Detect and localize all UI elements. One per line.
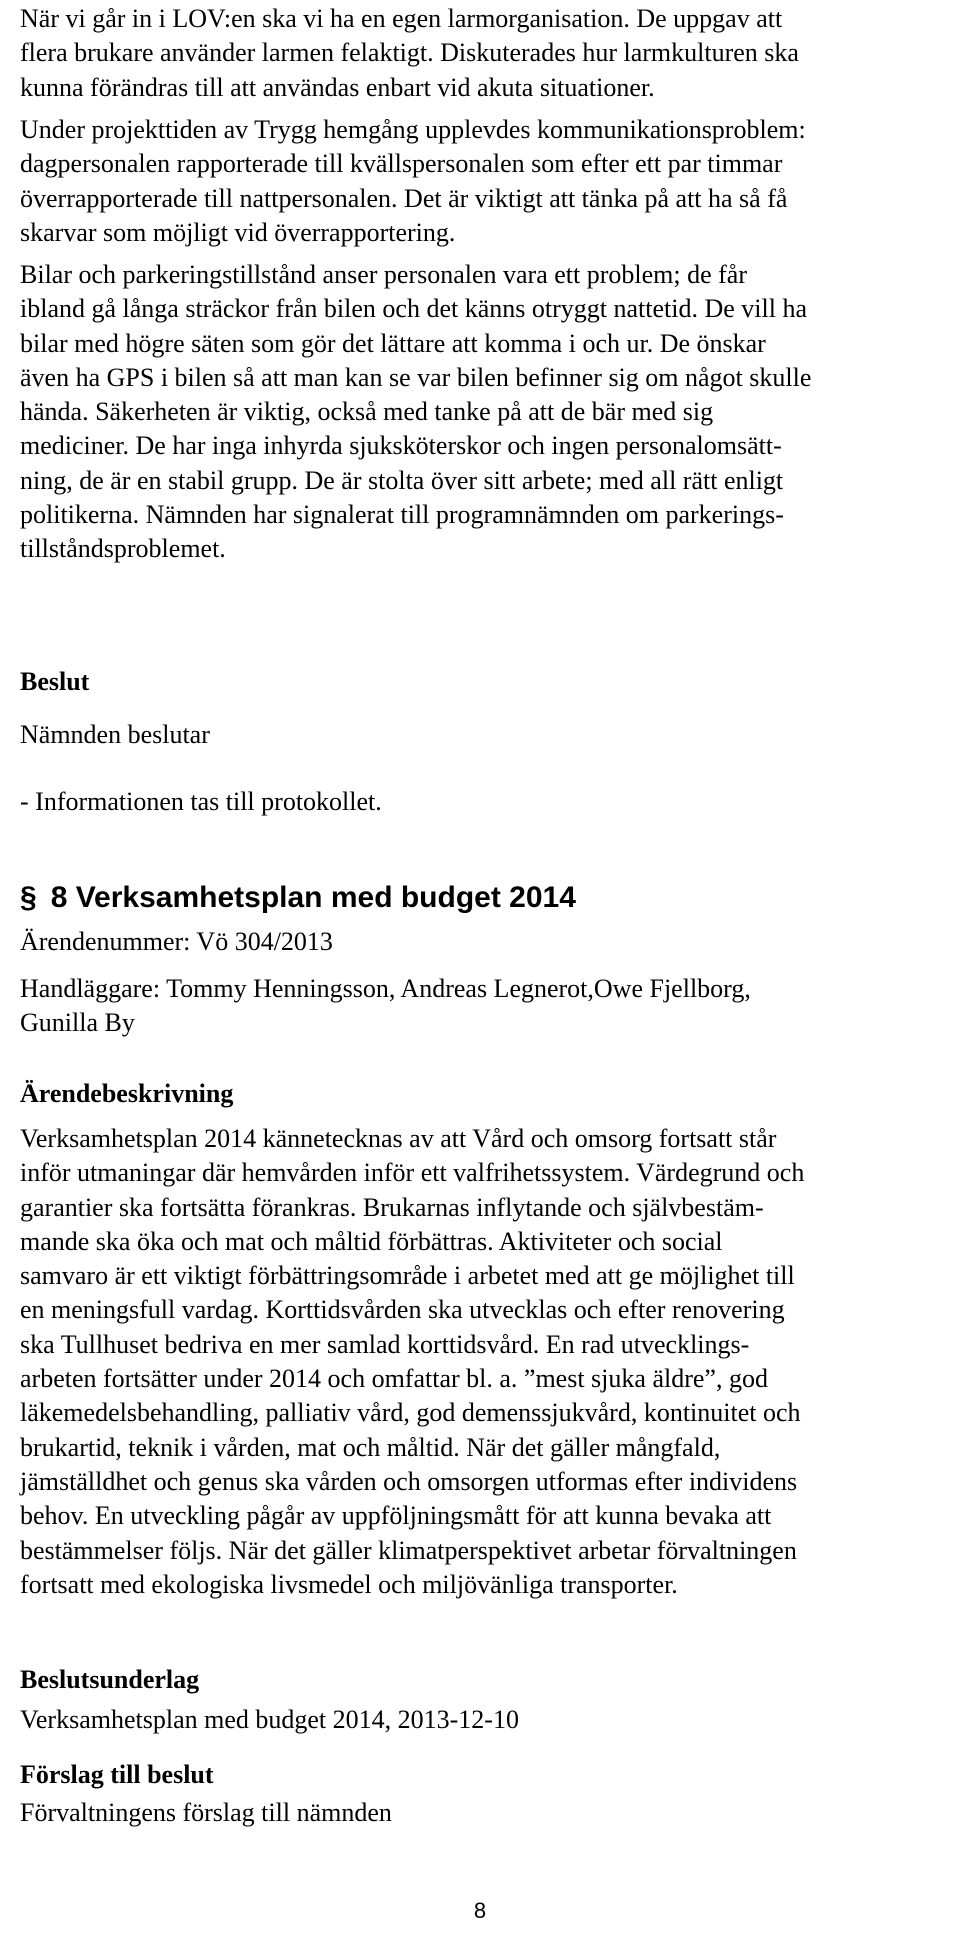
text-line: politikerna. Nämnden har signalerat till programnämnden om parkerings- bbox=[20, 500, 784, 530]
text-line: överrapporterade till nattpersonalen. Det är viktigt att tänka på att ha så få bbox=[20, 183, 788, 213]
text-line: bestämmelser följs. När det gäller klimatperspektivet arbetar förvaltningen bbox=[20, 1535, 797, 1565]
text-line: Ärendenummer: Vö 304/2013 bbox=[20, 927, 333, 956]
text-line: jämställdhet och genus ska vården och omsorgen utformas efter individens bbox=[20, 1466, 798, 1496]
text-line: ibland gå långa sträckor från bilen och det känns otryggt nattetid. De vill ha bbox=[20, 294, 807, 324]
text-line: mediciner. De har inga inhyrda sjuksköterskor och ingen personalomsätt- bbox=[20, 431, 782, 461]
forslag-text bbox=[20, 1796, 950, 1830]
text-line: Gunilla By bbox=[20, 1008, 135, 1038]
paragraph-larm bbox=[20, 2, 950, 105]
beslut-intro bbox=[20, 718, 950, 752]
paragraph-bilar bbox=[20, 258, 950, 567]
text-line: Förvaltningens förslag till nämnden bbox=[20, 1798, 392, 1827]
handlaggare bbox=[20, 972, 950, 1041]
text-line: brukartid, teknik i vården, mat och måltid. När det gäller mångfald, bbox=[20, 1432, 721, 1462]
arendenummer bbox=[20, 925, 950, 959]
text-line: - Informationen tas till protokollet. bbox=[20, 787, 382, 816]
paragraph-trygg-hemgang bbox=[20, 113, 950, 250]
text-line: en meningsfull vardag. Korttidsvården ska utvecklas och efter renovering bbox=[20, 1295, 785, 1325]
text-line: flera brukare använder larmen felaktigt. Diskuterades hur larmkulturen ska bbox=[20, 38, 799, 68]
text-line: Verksamhetsplan 2014 kännetecknas av att Vård och omsorg fortsatt står bbox=[20, 1124, 777, 1153]
section-title: 8 Verksamhetsplan med budget 2014 bbox=[50, 881, 576, 914]
arendebeskrivning-heading: Ärendebeskrivning bbox=[20, 1079, 234, 1108]
text-line: behov. En utveckling pågår av uppföljningsmått för att kunna bevaka att bbox=[20, 1501, 772, 1531]
section-heading bbox=[20, 878, 576, 918]
text-line: Handläggare: Tommy Henningsson, Andreas Legnerot,Owe Fjellborg, bbox=[20, 974, 751, 1003]
page-number: 8 bbox=[473, 1898, 487, 1923]
text-line: inför utmaningar där hemvården inför ett valfrihetssystem. Värdegrund och bbox=[20, 1158, 805, 1188]
text-line: kunna förändras till att användas enbart vid akuta situationer. bbox=[20, 72, 655, 102]
text-line: bilar med högre säten som gör det lättare att komma i och ur. De önskar bbox=[20, 328, 766, 358]
text-line: Bilar och parkeringstillstånd anser personalen vara ett problem; de får bbox=[20, 260, 748, 289]
text-line: fortsatt med ekologiska livsmedel och miljövänliga transporter. bbox=[20, 1569, 678, 1599]
text-line: läkemedelsbehandling, palliativ vård, god demenssjukvård, kontinuitet och bbox=[20, 1398, 801, 1428]
section-mark: § bbox=[20, 881, 37, 914]
text-line: arbeten fortsätter under 2014 och omfattar bl. a. ”mest sjuka äldre”, god bbox=[20, 1364, 768, 1394]
text-line: ning, de är en stabil grupp. De är stolta över sitt arbete; med all rätt enligt bbox=[20, 465, 784, 495]
beslutsunderlag-text bbox=[20, 1703, 950, 1737]
forslag-heading: Förslag till beslut bbox=[20, 1760, 214, 1789]
text-line: tillståndsproblemet. bbox=[20, 534, 226, 564]
text-line: samvaro är ett viktigt förbättringsområde i arbetet med att ge möjlighet till bbox=[20, 1261, 795, 1291]
text-line: även ha GPS i bilen så att man kan se var bilen befinner sig om något skulle bbox=[20, 362, 812, 392]
text-line: skarvar som möjligt vid överrapportering. bbox=[20, 217, 456, 247]
text-line: Under projekttiden av Trygg hemgång upplevdes kommunikationsproblem: bbox=[20, 115, 806, 144]
text-line: garantier ska fortsätta förankras. Brukarnas inflytande och självbestäm- bbox=[20, 1192, 764, 1222]
beslutsunderlag-heading: Beslutsunderlag bbox=[20, 1665, 200, 1694]
text-line: mande ska öka och mat och måltid förbättras. Aktiviteter och social bbox=[20, 1226, 723, 1256]
text-line: ska Tullhuset bedriva en mer samlad korttidsvård. En rad utvecklings- bbox=[20, 1329, 750, 1359]
text-line: Nämnden beslutar bbox=[20, 720, 210, 749]
text-line: När vi går in i LOV:en ska vi ha en egen larmorganisation. De uppgav att bbox=[20, 4, 783, 33]
beslut-item bbox=[20, 785, 950, 819]
text-line: dagpersonalen rapporterade till kvällspersonalen som efter ett par timmar bbox=[20, 149, 783, 179]
beslut-heading: Beslut bbox=[20, 667, 90, 696]
text-line: Verksamhetsplan med budget 2014, 2013-12-10 bbox=[20, 1705, 519, 1734]
arendebeskrivning-paragraph bbox=[20, 1122, 950, 1602]
text-line: hända. Säkerheten är viktig, också med tanke på att de bär med sig bbox=[20, 397, 714, 427]
